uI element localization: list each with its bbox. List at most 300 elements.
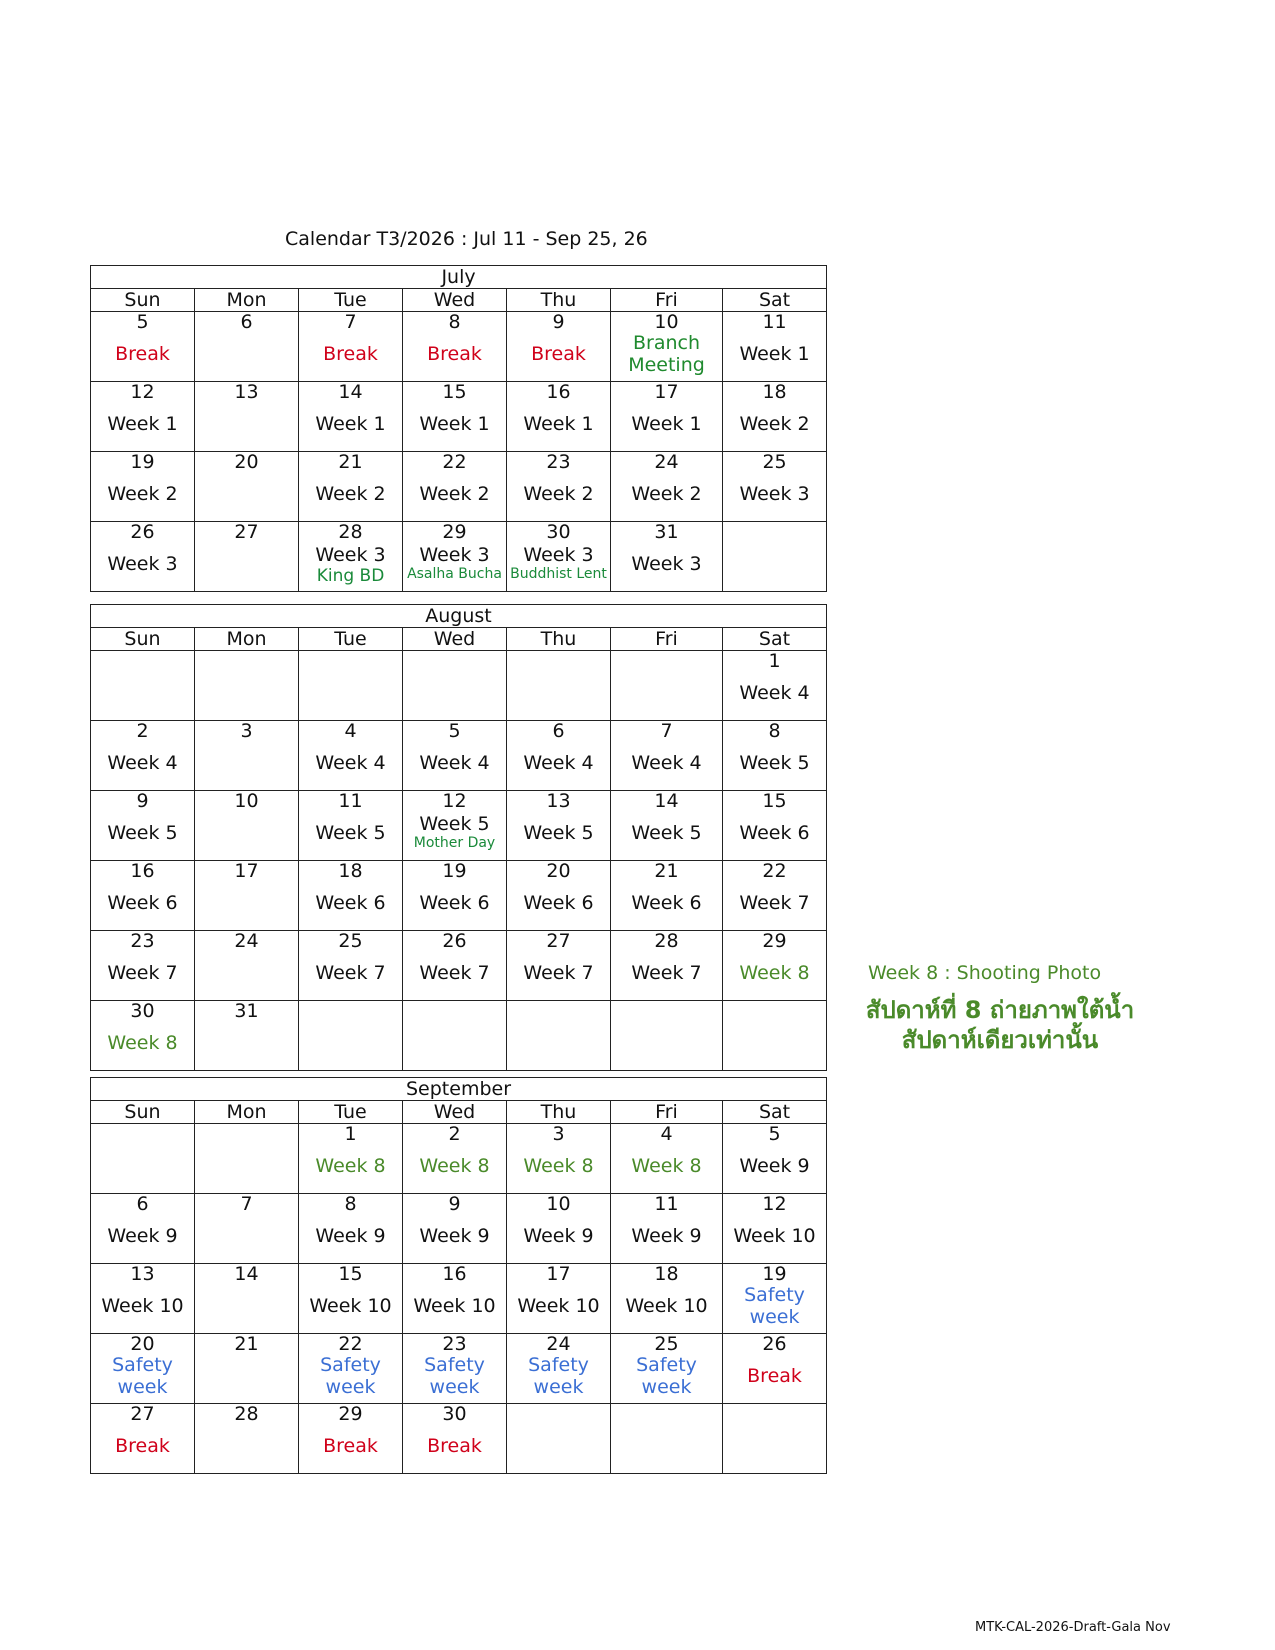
cell-label: Week 2: [631, 483, 702, 505]
day-number: [507, 1404, 610, 1424]
cell-label: Week 10: [413, 1295, 496, 1317]
month-name: July: [91, 266, 827, 289]
cell-label: Week 6: [315, 892, 386, 914]
day-cell: [195, 1334, 299, 1404]
day-number: 5: [136, 311, 149, 333]
day-cell: [403, 721, 507, 791]
day-cell: [611, 452, 723, 522]
day-cell: [299, 1404, 403, 1474]
day-number: 28: [234, 1403, 259, 1425]
day-cell: [403, 382, 507, 452]
day-cell: [723, 382, 827, 452]
day-number: 19: [130, 451, 155, 473]
cell-label: Week 3: [419, 544, 490, 566]
day-cell: [403, 1264, 507, 1334]
day-of-week-header: Mon: [195, 628, 299, 651]
month-name: September: [91, 1078, 827, 1101]
cell-label: Safety: [320, 1354, 381, 1376]
day-cell: [195, 1404, 299, 1474]
day-number: 24: [234, 930, 259, 952]
day-cell: [195, 1194, 299, 1264]
day-cell: [91, 931, 195, 1001]
day-cell: [195, 791, 299, 861]
cell-label: Week 5: [315, 822, 386, 844]
day-number: 19: [442, 860, 467, 882]
day-cell: [195, 522, 299, 592]
day-number: 8: [448, 311, 461, 333]
day-cell: [195, 1124, 299, 1194]
day-number: 18: [338, 860, 363, 882]
day-cell: [723, 1194, 827, 1264]
day-cell: [403, 931, 507, 1001]
week-row: [91, 1334, 827, 1404]
day-cell: [91, 1124, 195, 1194]
cell-label: Week 8: [739, 962, 810, 984]
day-number: [403, 1001, 506, 1021]
day-cell: [611, 721, 723, 791]
cell-label: Week 4: [107, 752, 178, 774]
day-number: 30: [442, 1403, 467, 1425]
day-number: 30: [130, 1000, 155, 1022]
day-cell: [507, 1001, 611, 1071]
day-cell: [611, 1194, 723, 1264]
week-row: [91, 721, 827, 791]
cell-label: week: [429, 1376, 480, 1398]
cell-label: Week 3: [523, 544, 594, 566]
cell-label: Week 6: [107, 892, 178, 914]
day-cell: [91, 1001, 195, 1071]
day-cell: [507, 791, 611, 861]
cell-label: Week 2: [419, 483, 490, 505]
side-note-english: Week 8 : Shooting Photo: [868, 962, 1102, 984]
week-row: [91, 452, 827, 522]
cell-label: Break: [323, 343, 378, 365]
day-number: 25: [338, 930, 363, 952]
cell-label: Week 9: [419, 1225, 490, 1247]
cell-label: Break: [427, 1435, 482, 1457]
day-number: 29: [338, 1403, 363, 1425]
cell-label: Week 5: [739, 752, 810, 774]
day-number: 10: [654, 311, 679, 333]
day-number: 23: [130, 930, 155, 952]
day-cell: [507, 312, 611, 382]
day-cell: [507, 931, 611, 1001]
holiday-note: Buddhist Lent: [510, 566, 607, 582]
cell-label: Week 6: [419, 892, 490, 914]
day-cell: [403, 522, 507, 592]
day-number: 12: [762, 1193, 787, 1215]
day-number: 11: [654, 1193, 679, 1215]
cell-label: Week 4: [315, 752, 386, 774]
day-number: [507, 651, 610, 671]
cell-label: Week 8: [315, 1155, 386, 1177]
day-number: [723, 1404, 826, 1424]
day-number: 16: [546, 381, 571, 403]
day-number: 3: [240, 720, 253, 742]
cell-label: Week 1: [315, 413, 386, 435]
day-number: [611, 1001, 722, 1021]
day-cell: [91, 1404, 195, 1474]
day-cell: [91, 522, 195, 592]
cell-label: Week 4: [739, 682, 810, 704]
day-cell: [507, 861, 611, 931]
day-number: 18: [762, 381, 787, 403]
cell-label: Week 8: [631, 1155, 702, 1177]
day-number: 21: [234, 1333, 259, 1355]
day-of-week-header: Thu: [507, 1101, 611, 1124]
cell-label: Safety: [636, 1354, 697, 1376]
day-cell: [723, 452, 827, 522]
day-number: 26: [762, 1333, 787, 1355]
day-number: 16: [442, 1263, 467, 1285]
day-cell: [299, 312, 403, 382]
cell-label: Safety: [528, 1354, 589, 1376]
day-cell: [507, 651, 611, 721]
day-of-week-header: Fri: [611, 289, 723, 312]
day-cell: [195, 931, 299, 1001]
cell-label: Week 1: [419, 413, 490, 435]
day-cell: [299, 1194, 403, 1264]
month-name: August: [91, 605, 827, 628]
week-row: [91, 791, 827, 861]
day-cell: [507, 1334, 611, 1404]
day-cell: [723, 1124, 827, 1194]
cell-label: Week 10: [733, 1225, 816, 1247]
day-number: 24: [654, 451, 679, 473]
day-number: [611, 651, 722, 671]
day-number: 13: [130, 1263, 155, 1285]
day-number: 13: [234, 381, 259, 403]
cell-label: Week 4: [631, 752, 702, 774]
side-note-thai-line1: สัปดาห์ที่ 8 ถ่ายภาพใต้น้ำ: [865, 996, 1135, 1024]
day-cell: [723, 1001, 827, 1071]
day-number: 25: [654, 1333, 679, 1355]
footer-doc-id: MTK-CAL-2026-Draft-Gala Nov: [975, 1620, 1171, 1635]
day-number: 21: [654, 860, 679, 882]
cell-label: Week 10: [101, 1295, 184, 1317]
day-number: 26: [442, 930, 467, 952]
cell-label: Week 9: [523, 1225, 594, 1247]
day-cell: [299, 791, 403, 861]
day-cell: [507, 452, 611, 522]
week-row: [91, 382, 827, 452]
cell-label: Safety: [744, 1284, 805, 1306]
day-number: 5: [448, 720, 461, 742]
cell-label: Week 2: [739, 413, 810, 435]
day-number: 6: [552, 720, 565, 742]
day-number: 13: [546, 790, 571, 812]
day-cell: [611, 382, 723, 452]
day-number: 22: [338, 1333, 363, 1355]
day-of-week-header: Fri: [611, 628, 723, 651]
day-cell: [91, 382, 195, 452]
cell-label: Week 10: [517, 1295, 600, 1317]
day-number: 26: [130, 521, 155, 543]
day-number: 7: [344, 311, 357, 333]
cell-label: Week 10: [309, 1295, 392, 1317]
day-cell: [91, 861, 195, 931]
side-note-thai: [855, 995, 1145, 1055]
cell-label: Week 8: [107, 1032, 178, 1054]
day-cell: [723, 861, 827, 931]
day-number: [91, 1124, 194, 1144]
day-of-week-header: Tue: [299, 289, 403, 312]
day-cell: [723, 1404, 827, 1474]
day-number: 6: [240, 311, 253, 333]
day-number: 9: [136, 790, 149, 812]
cell-label: Break: [115, 343, 170, 365]
day-number: 4: [344, 720, 357, 742]
day-of-week-header: Tue: [299, 628, 403, 651]
day-cell: [299, 861, 403, 931]
day-cell: [195, 1001, 299, 1071]
day-number: 11: [338, 790, 363, 812]
day-cell: [195, 721, 299, 791]
day-cell: [91, 1194, 195, 1264]
day-cell: [195, 651, 299, 721]
day-number: [723, 522, 826, 542]
day-number: 20: [546, 860, 571, 882]
cell-label: Week 10: [625, 1295, 708, 1317]
day-number: 28: [338, 521, 363, 543]
day-number: 2: [448, 1123, 461, 1145]
cell-label: week: [533, 1376, 584, 1398]
month-table-0: [90, 265, 827, 592]
cell-label: Break: [427, 343, 482, 365]
cell-label: Break: [115, 1435, 170, 1457]
day-number: 17: [546, 1263, 571, 1285]
cell-label: Week 7: [523, 962, 594, 984]
cell-label: Week 1: [107, 413, 178, 435]
day-cell: [507, 1404, 611, 1474]
day-number: 4: [660, 1123, 673, 1145]
day-cell: [507, 1194, 611, 1264]
cell-label: Week 5: [631, 822, 702, 844]
day-number: 30: [546, 521, 571, 543]
day-cell: [507, 1264, 611, 1334]
day-number: 15: [762, 790, 787, 812]
day-cell: [611, 651, 723, 721]
month-table-2: [90, 1077, 827, 1474]
day-number: 7: [240, 1193, 253, 1215]
cell-label: Week 6: [631, 892, 702, 914]
day-number: 5: [768, 1123, 781, 1145]
day-number: 17: [654, 381, 679, 403]
day-number: 11: [762, 311, 787, 333]
day-cell: [403, 1001, 507, 1071]
day-cell: [91, 721, 195, 791]
day-cell: [299, 1124, 403, 1194]
cell-label: Week 1: [739, 343, 810, 365]
day-of-week-header: Tue: [299, 1101, 403, 1124]
day-of-week-header: Thu: [507, 289, 611, 312]
day-cell: [195, 1264, 299, 1334]
week-row: [91, 1194, 827, 1264]
day-cell: [91, 312, 195, 382]
cell-label: Safety: [112, 1354, 173, 1376]
cell-label: Safety: [424, 1354, 485, 1376]
day-number: 27: [234, 521, 259, 543]
day-number: 12: [442, 790, 467, 812]
day-cell: [91, 651, 195, 721]
cell-label: Week 9: [631, 1225, 702, 1247]
cell-label: Week 5: [523, 822, 594, 844]
cell-label: Week 4: [523, 752, 594, 774]
day-cell: [91, 791, 195, 861]
day-number: 23: [442, 1333, 467, 1355]
cell-label: Week 3: [631, 553, 702, 575]
day-number: 14: [654, 790, 679, 812]
day-number: 22: [442, 451, 467, 473]
cell-label: Week 5: [419, 813, 490, 835]
day-cell: [611, 1001, 723, 1071]
cell-label: Week 7: [315, 962, 386, 984]
day-number: [507, 1001, 610, 1021]
cell-label: week: [117, 1376, 168, 1398]
cell-label: Week 5: [107, 822, 178, 844]
day-cell: [723, 522, 827, 592]
cell-label: Week 7: [631, 962, 702, 984]
day-of-week-header: Fri: [611, 1101, 723, 1124]
day-of-week-header: Thu: [507, 628, 611, 651]
day-cell: [299, 1264, 403, 1334]
day-cell: [403, 791, 507, 861]
day-number: 29: [442, 521, 467, 543]
day-number: 21: [338, 451, 363, 473]
day-cell: [723, 1264, 827, 1334]
day-number: 23: [546, 451, 571, 473]
day-cell: [403, 1334, 507, 1404]
week-row: [91, 931, 827, 1001]
day-cell: [91, 1264, 195, 1334]
day-cell: [195, 382, 299, 452]
day-cell: [403, 1404, 507, 1474]
day-number: 1: [344, 1123, 357, 1145]
week-row: [91, 1264, 827, 1334]
week-row: [91, 861, 827, 931]
day-number: [195, 651, 298, 671]
cell-label: Week 7: [107, 962, 178, 984]
month-table-1: [90, 604, 827, 1071]
day-cell: [195, 861, 299, 931]
day-number: 27: [546, 930, 571, 952]
cell-label: Week 2: [315, 483, 386, 505]
day-of-week-header: Sat: [723, 1101, 827, 1124]
day-cell: [611, 1404, 723, 1474]
day-cell: [403, 312, 507, 382]
cell-label: week: [749, 1306, 800, 1328]
day-of-week-header: Sat: [723, 289, 827, 312]
day-of-week-header: Wed: [403, 289, 507, 312]
day-number: 7: [660, 720, 673, 742]
day-number: 15: [338, 1263, 363, 1285]
week-row: [91, 1124, 827, 1194]
day-of-week-header: Sat: [723, 628, 827, 651]
cell-label: Break: [323, 1435, 378, 1457]
week-row: [91, 312, 827, 382]
day-number: 15: [442, 381, 467, 403]
day-cell: [299, 651, 403, 721]
day-cell: [403, 1194, 507, 1264]
day-number: [91, 651, 194, 671]
cell-label: Week 2: [523, 483, 594, 505]
day-cell: [723, 791, 827, 861]
day-number: [299, 1001, 402, 1021]
day-number: [195, 1124, 298, 1144]
cell-label: Week 4: [419, 752, 490, 774]
day-number: 16: [130, 860, 155, 882]
day-cell: [299, 1334, 403, 1404]
day-number: [611, 1404, 722, 1424]
day-number: 1: [768, 650, 781, 672]
cell-label: Week 3: [739, 483, 810, 505]
day-of-week-header: Sun: [91, 1101, 195, 1124]
day-number: 6: [136, 1193, 149, 1215]
cell-label: Branch: [632, 332, 701, 354]
cell-label: Week 7: [419, 962, 490, 984]
week-row: [91, 651, 827, 721]
day-number: 9: [448, 1193, 461, 1215]
day-of-week-header: Sun: [91, 289, 195, 312]
day-number: 19: [762, 1263, 787, 1285]
day-number: 31: [654, 521, 679, 543]
day-cell: [611, 791, 723, 861]
side-note-thai-line2: สัปดาห์เดียวเท่านั้น: [901, 1026, 1099, 1054]
week-row: [91, 1404, 827, 1474]
day-number: 29: [762, 930, 787, 952]
day-cell: [611, 1334, 723, 1404]
day-cell: [91, 452, 195, 522]
day-cell: [611, 312, 723, 382]
day-cell: [299, 721, 403, 791]
day-cell: [507, 522, 611, 592]
week-row: [91, 522, 827, 592]
day-number: 31: [234, 1000, 259, 1022]
day-cell: [299, 1001, 403, 1071]
holiday-note: Asalha Bucha: [407, 566, 502, 582]
day-cell: [611, 1264, 723, 1334]
day-number: 10: [234, 790, 259, 812]
day-number: 17: [234, 860, 259, 882]
day-cell: [195, 312, 299, 382]
day-cell: [507, 382, 611, 452]
day-number: 28: [654, 930, 679, 952]
cell-label: Week 8: [523, 1155, 594, 1177]
cell-label: Week 8: [419, 1155, 490, 1177]
day-number: 2: [136, 720, 149, 742]
day-cell: [507, 721, 611, 791]
calendar-title: Calendar T3/2026 : Jul 11 - Sep 25, 26: [285, 228, 648, 250]
day-cell: [299, 382, 403, 452]
day-cell: [91, 1334, 195, 1404]
cell-label: Meeting: [628, 354, 705, 376]
day-of-week-header: Sun: [91, 628, 195, 651]
day-cell: [611, 522, 723, 592]
day-number: [299, 651, 402, 671]
day-cell: [507, 1124, 611, 1194]
cell-label: Week 9: [107, 1225, 178, 1247]
cell-label: Week 2: [107, 483, 178, 505]
day-cell: [723, 931, 827, 1001]
day-of-week-header: Wed: [403, 1101, 507, 1124]
cell-label: Week 6: [739, 822, 810, 844]
day-number: [723, 1001, 826, 1021]
cell-label: week: [641, 1376, 692, 1398]
cell-label: Week 9: [739, 1155, 810, 1177]
day-cell: [403, 1124, 507, 1194]
day-cell: [195, 452, 299, 522]
day-number: 24: [546, 1333, 571, 1355]
